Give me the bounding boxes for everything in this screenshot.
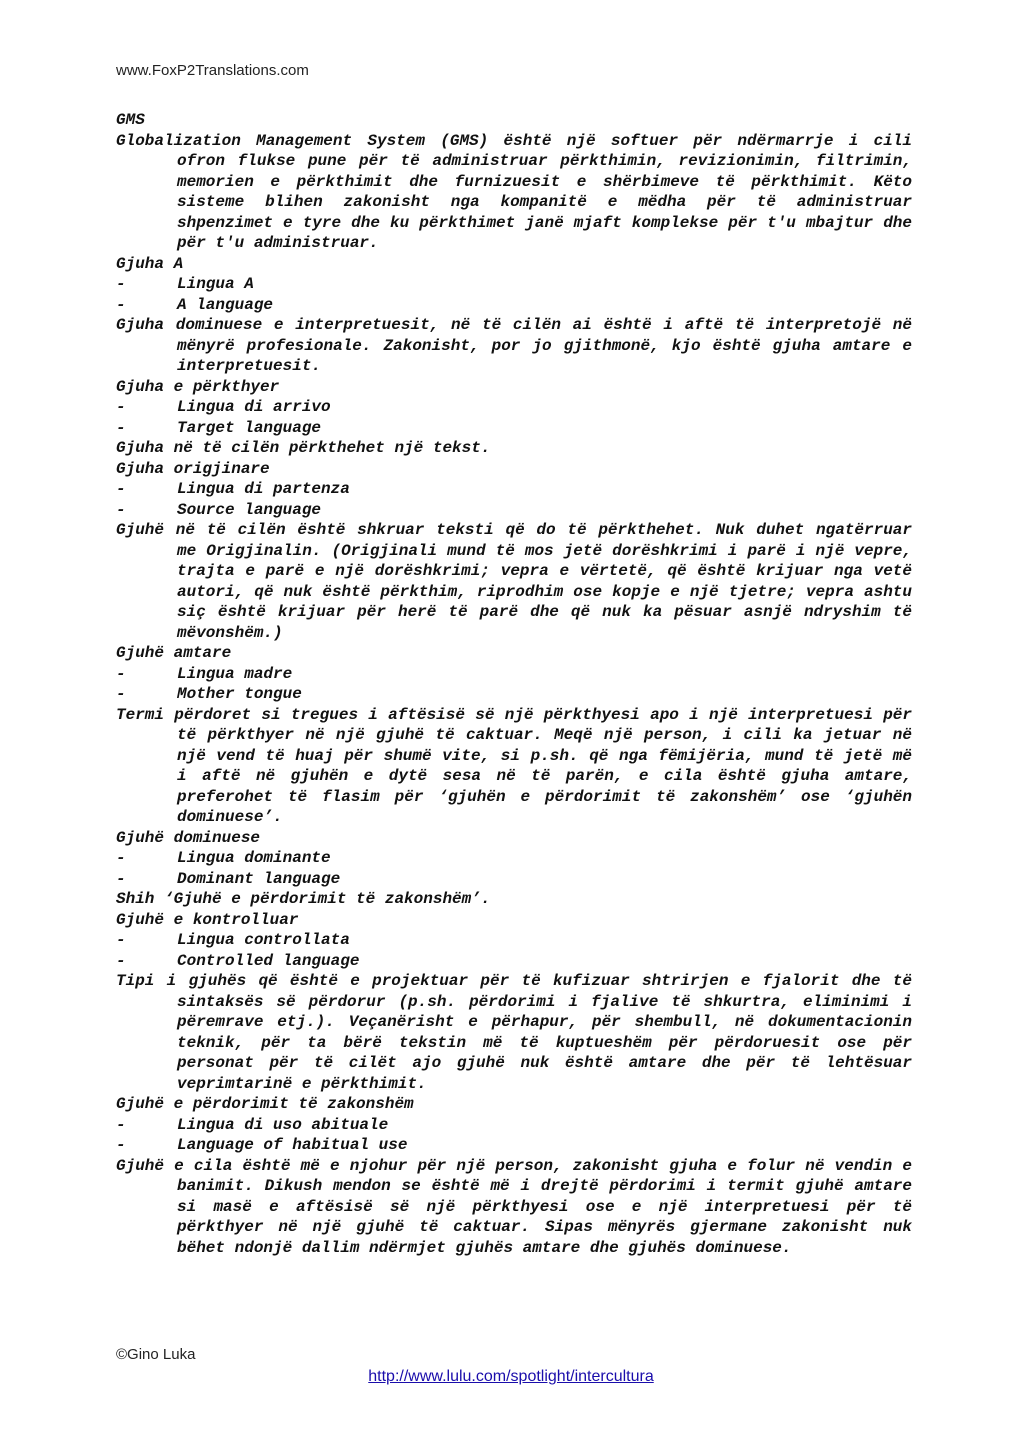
glossary-definition: Termi përdoret si tregues i aftësisë së një përkthyesi apo i një interpretuesi për të përkthyer në një gjuhë të caktuar. Meqë një person, i cili ka jetuar në një vend të huaj për shumë vite, si p.sh. që nga fëmijëria, mund të jetë më i aftë në gjuhën e dytë sesa në të parën, e cila është gjuha amtare, preferohet të flasim për ‘gjuhën e përdorimit të zakonshëm’ ose ‘gjuhën dominuese’. bbox=[116, 705, 912, 826]
glossary-term: Shih ‘Gjuhë e përdorimit të zakonshëm’. bbox=[116, 890, 491, 908]
equivalent-text: Controlled language bbox=[177, 951, 360, 970]
equivalent-text: A language bbox=[177, 295, 274, 314]
glossary-equivalent bbox=[116, 664, 912, 685]
equivalent-text: Lingua di partenza bbox=[177, 480, 350, 498]
glossary-equivalent bbox=[116, 1135, 912, 1156]
glossary-equivalent bbox=[116, 951, 912, 972]
dash-mark: - bbox=[116, 275, 126, 293]
equivalent-text: Dominant language bbox=[177, 869, 341, 888]
glossary-equivalent bbox=[116, 418, 912, 439]
glossary-term: Gjuhë dominuese bbox=[116, 828, 261, 847]
footer-copyright: ©Gino Luka bbox=[116, 1346, 196, 1363]
glossary-equivalent bbox=[116, 684, 912, 705]
glossary-term: Gjuhë amtare bbox=[116, 644, 232, 662]
glossary-definition: Gjuhë e cila është më e njohur për një person, zakonisht gjuha e folur në vendin e banimit. Dikush mendon se është më i drejtë përdorimi i termit gjuhë amtare si masë e aftësisë së një përkthyesi ose e një interpretuesi për të përkthyer në një gjuhë të caktuar. Sipas mënyrës gjermane zakonisht nuk bëhet ndonjë dallim ndërmjet gjuhës amtare dhe gjuhës dominuese. bbox=[116, 1156, 912, 1257]
glossary-equivalent bbox=[116, 274, 912, 295]
equivalent-text: Lingua madre bbox=[177, 664, 293, 683]
glossary-definition: Tipi i gjuhës që është e projektuar për të kufizuar shtrirjen e fjalorit dhe të sintaksës së përdorur (p.sh. përdorimi i fjalive të shkurtra, eliminimi i përemrave etj.). Veçanërisht e përhapur, për shembull, në dokumentacionin teknik, për ta bërë tekstin më të kuptueshëm për përdoruesit ose për personat për të cilët ajo gjuhë nuk është amtare dhe për të lehtësuar veprimtarinë e përkthimit. bbox=[116, 972, 912, 1093]
dash-mark: - bbox=[116, 931, 126, 949]
dash-mark: - bbox=[116, 951, 126, 970]
equivalent-text: Lingua di uso abituale bbox=[177, 1115, 389, 1134]
dash-mark: - bbox=[116, 500, 126, 519]
glossary-definition: Gjuhë në të cilën është shkruar teksti që do të përkthehet. Nuk duhet ngatërruar me Origjinalin. (Origjinali mund të mos jetë dorëshkrimi i parë i një vepre, trajta e parë e një dorëshkrimi; vepra e vërtetë, që është krijuar nga vetë autori, që nuk është përkthim, riprodhim ose kopje e një tjetre; vepra ashtu siç është krijuar për herë të parë dhe që nuk ka pësuar asnjë ndryshim të mëvonshëm.) bbox=[116, 521, 912, 642]
glossary-equivalent bbox=[116, 479, 912, 500]
footer-link-container bbox=[0, 1368, 1024, 1386]
glossary-equivalent bbox=[116, 869, 912, 890]
dash-mark: - bbox=[116, 685, 126, 703]
equivalent-text: Lingua controllata bbox=[177, 931, 350, 949]
dash-mark: - bbox=[116, 1136, 126, 1154]
glossary-definition: Globalization Management System (GMS) është një softuer për ndërmarrje i cili ofron flukse pune për të administruar përkthimin, revizionimin, filtrimin, memorien e përkthimit dhe furnizuesit e shërbimeve të përkthimit. Këto sisteme blihen zakonisht nga kompanitë e mëdha për të administruar shpenzimet e tyre dhe ku përkthimet janë mjaft komplekse për t'u mbajtur dhe për t'u administruar. bbox=[116, 131, 912, 252]
dash-mark: - bbox=[116, 869, 126, 888]
footer-link[interactable]: http://www.lulu.com/spotlight/intercultura bbox=[368, 1368, 654, 1385]
glossary-equivalent bbox=[116, 1115, 912, 1136]
dash-mark: - bbox=[116, 1115, 126, 1134]
dash-mark: - bbox=[116, 295, 126, 314]
glossary-term: Gjuha e përkthyer bbox=[116, 377, 280, 396]
dash-mark: - bbox=[116, 480, 126, 498]
glossary-term: Gjuhë e kontrolluar bbox=[116, 910, 299, 929]
dash-mark: - bbox=[116, 418, 126, 437]
header-site-url: www.FoxP2Translations.com bbox=[116, 62, 309, 79]
equivalent-text: Target language bbox=[177, 418, 322, 437]
glossary-term: Gjuha A bbox=[116, 254, 184, 273]
glossary-term: GMS bbox=[116, 111, 145, 129]
equivalent-text: Lingua di arrivo bbox=[177, 398, 331, 416]
glossary-equivalent bbox=[116, 930, 912, 951]
glossary-equivalent bbox=[116, 848, 912, 869]
equivalent-text: Source language bbox=[177, 500, 322, 519]
equivalent-text: Language of habitual use bbox=[177, 1136, 408, 1154]
dash-mark: - bbox=[116, 398, 126, 416]
glossary-content bbox=[116, 110, 912, 1258]
glossary-term: Gjuhë e përdorimit të zakonshëm bbox=[116, 1095, 414, 1113]
equivalent-text: Lingua dominante bbox=[177, 849, 331, 867]
dash-mark: - bbox=[116, 849, 126, 867]
glossary-equivalent bbox=[116, 500, 912, 521]
glossary-term: Gjuha origjinare bbox=[116, 459, 270, 478]
dash-mark: - bbox=[116, 664, 126, 683]
equivalent-text: Lingua A bbox=[177, 275, 254, 293]
equivalent-text: Mother tongue bbox=[177, 685, 302, 703]
glossary-definition: Gjuha dominuese e interpretuesit, në të cilën ai është i aftë të interpretojë në mënyrë profesionale. Zakonisht, por jo gjithmonë, kjo është gjuha amtare e interpretuesit. bbox=[116, 316, 912, 375]
glossary-term: Gjuha në të cilën përkthehet një tekst. bbox=[116, 439, 491, 457]
glossary-equivalent bbox=[116, 397, 912, 418]
glossary-equivalent bbox=[116, 295, 912, 316]
